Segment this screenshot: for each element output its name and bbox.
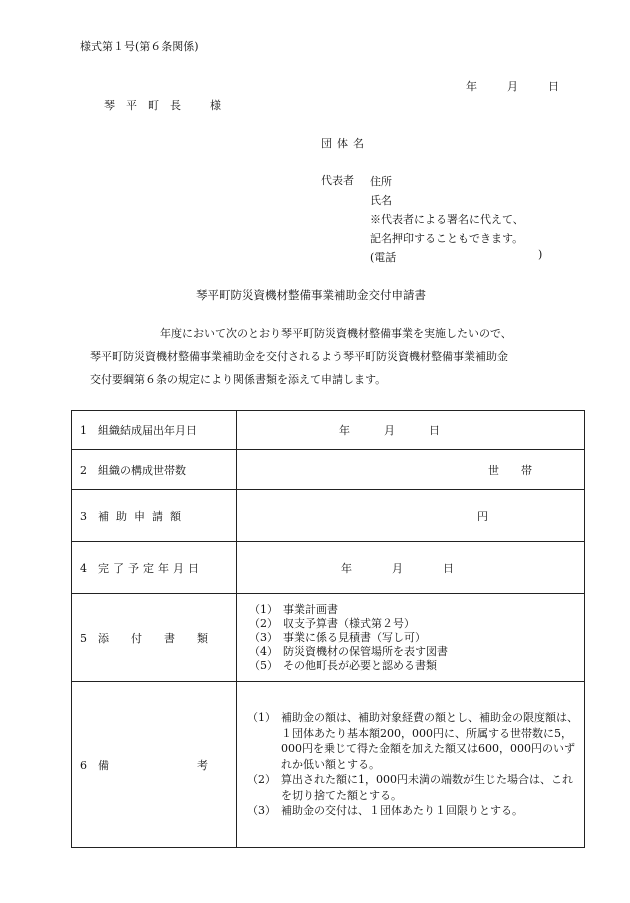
date-day: 日 <box>548 80 559 93</box>
table-row <box>72 411 585 450</box>
remarks-notes <box>237 682 585 848</box>
document-title: 琴平町防災資機材整備事業補助金交付申請書 <box>196 288 426 302</box>
address-label: 住所 <box>370 175 392 188</box>
addressee-honorific: 様 <box>210 99 221 112</box>
list-item: （3） 事業に係る見積書（写し可） <box>249 630 426 644</box>
application-table <box>71 410 585 848</box>
list-item: （2） 算出された額に1，000円未満の端数が生じた場合は、これを切り捨てた額とする。 <box>247 773 573 802</box>
addressee-name: 琴平町長 <box>104 99 192 112</box>
household-count-field[interactable]: 世 帯 <box>237 450 585 490</box>
list-item: （1） 補助金の額は、補助対象経費の額とし、補助金の限度額は、１団体あたり基本額200，000円に、所属する世帯数に5，000円を乗じて得た金額を加えた額又は600，000円のいずれか低い額とする。 <box>247 711 578 771</box>
formation-date-field[interactable]: 年 月 日 <box>237 411 585 450</box>
list-item: （3） 補助金の交付は、１団体あたり１回限りとする。 <box>247 804 523 818</box>
signature-note-line2: 記名押印することもできます。 <box>370 232 524 245</box>
representative-label: 代表者 <box>321 174 354 187</box>
statement-line2: 琴平町防災資機材整備事業補助金を交付されるよう琴平町防災資機材整備事業補助金 <box>90 350 508 363</box>
table-row <box>72 542 585 594</box>
application-date <box>466 78 559 94</box>
org-name-label: 団体名 <box>321 137 369 150</box>
list-item: （1） 事業計画書 <box>249 602 338 616</box>
statement-line1: 年度において次のとおり琴平町防災資機材整備事業を実施したいので、 <box>160 327 512 340</box>
attachments-list <box>237 594 585 682</box>
row-label: 6 備 考 <box>72 682 237 848</box>
phone-label: (電話 <box>370 251 397 264</box>
form-number: 様式第１号(第６条関係) <box>80 40 199 53</box>
list-item: （2） 収支予算書（様式第２号） <box>249 616 415 630</box>
row-label: 4 完了予定年月日 <box>72 542 237 594</box>
statement-line3: 交付要綱第６条の規定により関係書類を添えて申請します。 <box>90 373 387 386</box>
table-row <box>72 450 585 490</box>
list-item: （4） 防災資機材の保管場所を表す図書 <box>249 644 448 658</box>
addressee <box>104 97 221 113</box>
representative-block <box>370 172 524 267</box>
subsidy-amount-field[interactable]: 円 <box>237 490 585 542</box>
name-label: 氏名 <box>370 194 392 207</box>
table-row <box>72 490 585 542</box>
table-row <box>72 594 585 682</box>
date-month: 月 <box>507 80 518 93</box>
application-statement <box>90 322 512 391</box>
row-label: 5 添付書類 <box>72 594 237 682</box>
list-item: （5） その他町長が必要と認める書類 <box>249 658 437 672</box>
table-row <box>72 682 585 848</box>
row-label: 3 補助申請額 <box>72 490 237 542</box>
row-label: 2 組織の構成世帯数 <box>72 450 237 490</box>
phone-close-paren: ) <box>538 248 543 261</box>
signature-note-line1: ※代表者による署名に代えて、 <box>370 213 524 226</box>
date-year: 年 <box>466 80 477 93</box>
completion-date-field[interactable]: 年 月 日 <box>237 542 585 594</box>
row-label: 1 組織結成届出年月日 <box>72 411 237 450</box>
